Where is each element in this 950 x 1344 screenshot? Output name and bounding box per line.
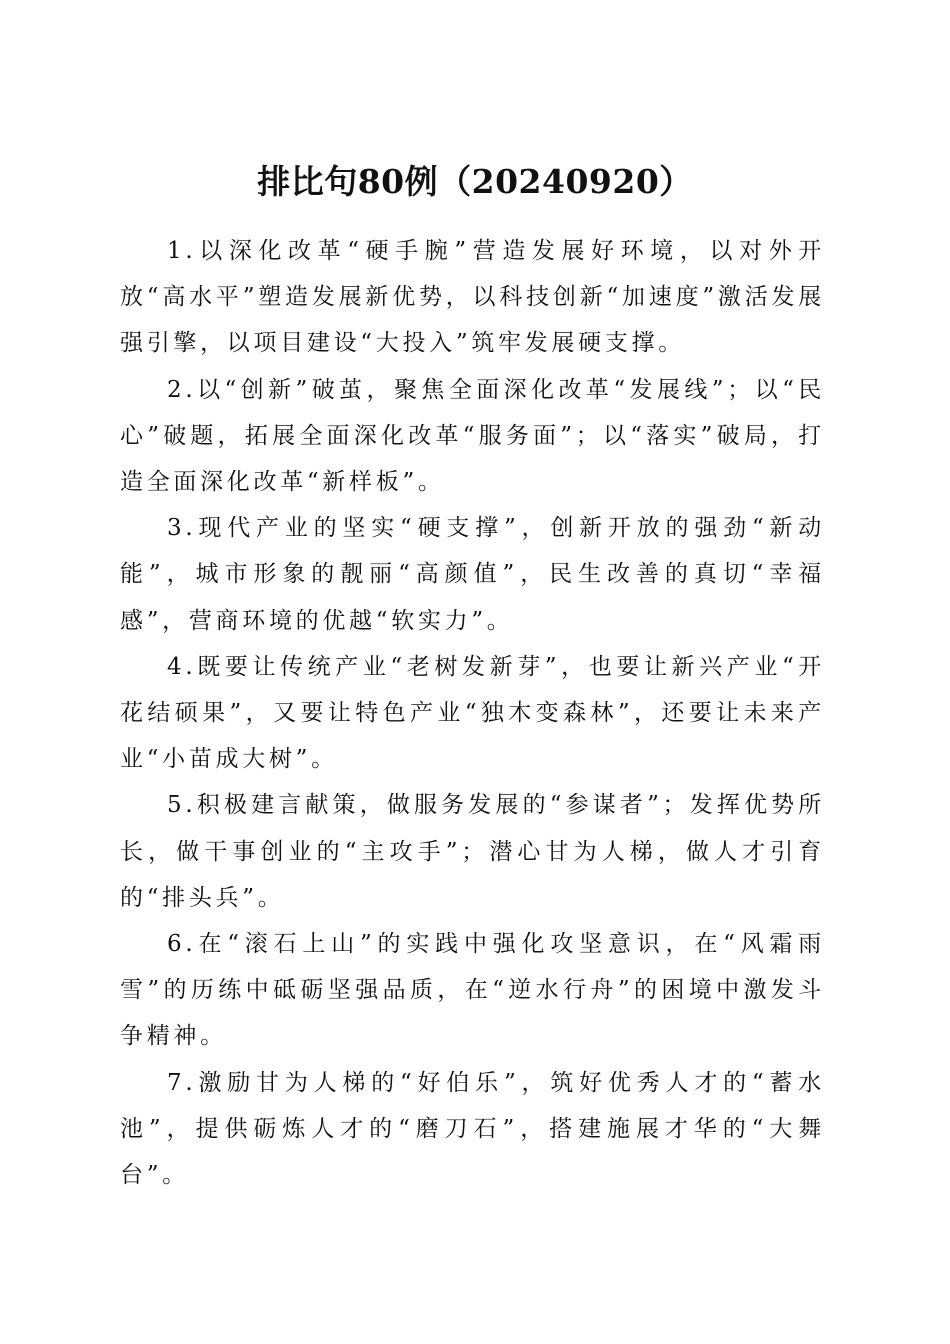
paragraph-4: 4.既要让传统产业“老树发新芽”，也要让新兴产业“开花结硕果”，又要让特色产业“独木变森林”，还要让未来产业“小苗成大树”。	[120, 653, 825, 773]
paragraph-5: 5.积极建言献策，做服务发展的“参谋者”；发挥优势所长，做干事创业的“主攻手”；潜心甘为人梯，做人才引育的“排头兵”。	[120, 792, 825, 911]
paragraph-1: 1.以深化改革“硬手腕”营造发展好环境，以对外开放“高水平”塑造发展新优势，以科技创新“加速度”激活发展强引擎，以项目建设“大投入”筑牢发展硬支撑。	[120, 238, 825, 357]
document-title: 排比句80例（20240920）	[257, 162, 693, 202]
paragraph-2: 2.以“创新”破茧，聚焦全面深化改革“发展线”；以“民心”破题，拓展全面深化改革“服务面”；以“落实”破局，打造全面深化改革“新样板”。	[120, 376, 825, 496]
paragraph-3: 3.现代产业的坚实“硬支撑”，创新开放的强劲“新动能”，城市形象的靓丽“高颜值”，民生改善的真切“幸福感”，营商环境的优越“软实力”。	[120, 515, 825, 634]
paragraph-7: 7.激励甘为人梯的“好伯乐”，筑好优秀人才的“蓄水池”，提供砺炼人才的“磨刀石”，搭建施展才华的“大舞台”。	[120, 1069, 825, 1189]
paragraph-6: 6.在“滚石上山”的实践中强化攻坚意识，在“风霜雨雪”的历练中砥砺坚强品质，在“逆水行舟”的困境中激发斗争精神。	[120, 931, 825, 1050]
document-body	[120, 228, 825, 1198]
